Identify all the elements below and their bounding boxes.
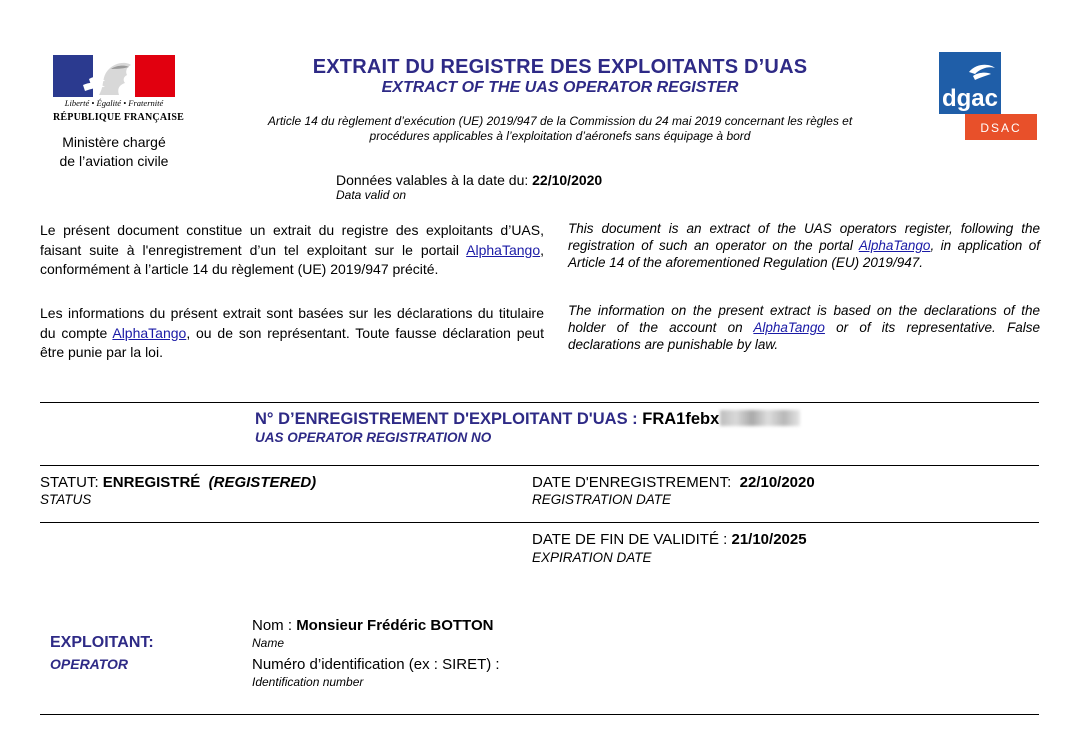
paragraph-2-fr	[40, 304, 544, 363]
registration-date-line	[532, 474, 815, 491]
alphatango-link[interactable]: AlphaTango	[753, 320, 825, 335]
registration-number-value: FRA1febx	[642, 410, 720, 428]
validity-line	[336, 172, 602, 188]
article-reference	[220, 114, 900, 144]
operator-name-label: Nom :	[252, 617, 293, 634]
ministry-line-2: de l’aviation civile	[59, 153, 169, 169]
validity-label: Données valables à la date du:	[336, 172, 529, 188]
article-line-2: procédures applicables à l’exploitation d’aéronefs sans équipage à bord	[369, 129, 751, 143]
ministry-line-1: Ministère chargé	[62, 134, 166, 150]
paragraph-text: , ou de son représentant. Toute fausse déclaration peut être punie par la loi.	[40, 324, 544, 360]
registration-date-label-en: REGISTRATION DATE	[532, 492, 672, 507]
document-title-fr: EXTRAIT DU REGISTRE DES EXPLOITANTS D’UAS	[312, 56, 808, 78]
registration-number-line	[255, 410, 800, 429]
divider	[40, 714, 1039, 715]
divider	[40, 465, 1039, 466]
dsac-logo-text: DSAC	[980, 121, 1022, 135]
status-label-en: STATUS	[40, 492, 92, 507]
status-line	[40, 474, 316, 491]
status-value: ENREGISTRÉ	[102, 474, 201, 491]
republic-motto: Liberté • Égalité • Fraternité	[64, 98, 164, 108]
article-line-1: Article 14 du règlement d’exécution (UE) 2019/947 de la Commission du 24 mai 2019 concernant les règles et	[267, 114, 853, 128]
expiration-date-line	[532, 531, 807, 548]
operator-name-value: Monsieur Frédéric BOTTON	[296, 617, 494, 634]
operator-name-label-en: Name	[252, 636, 285, 650]
status-value-en: (REGISTERED)	[208, 474, 317, 491]
marianne-logo	[53, 55, 175, 97]
paragraph-text: or of its representative. False declarations are punishable by law.	[568, 320, 1041, 352]
expiration-date-label: DATE DE FIN DE VALIDITÉ :	[532, 531, 728, 548]
operator-name-line	[252, 617, 493, 634]
paragraph-1-en	[568, 220, 1040, 271]
status-label: STATUT:	[40, 474, 99, 491]
operator-id-label-en: Identification number	[252, 675, 364, 689]
registration-date-value: 22/10/2020	[739, 474, 815, 491]
paragraph-text: The information on the present extract is based on the declarations of the holder of the account on	[568, 303, 1040, 335]
divider	[40, 522, 1039, 523]
paragraph-text: , in application of Article 14 of the aforementioned Regulation (EU) 2019/947.	[568, 238, 1040, 270]
validity-label-en: Data valid on	[336, 188, 407, 202]
operator-id-label: Numéro d’identification (ex : SIRET) :	[252, 656, 500, 673]
divider	[40, 402, 1039, 403]
operator-section-title: EXPLOITANT:	[50, 634, 154, 651]
dgac-logo-text: dgac	[941, 85, 999, 112]
alphatango-link[interactable]: AlphaTango	[112, 324, 187, 341]
operator-section-title-en: OPERATOR	[50, 656, 129, 672]
document-title-en: EXTRACT OF THE UAS OPERATOR REGISTER	[381, 79, 739, 96]
registration-number-label-en: UAS OPERATOR REGISTRATION NO	[255, 430, 492, 445]
paragraph-2-en	[568, 302, 1040, 353]
republic-name: RÉPUBLIQUE FRANÇAISE	[53, 112, 184, 123]
alphatango-link[interactable]: AlphaTango	[466, 241, 541, 258]
alphatango-link[interactable]: AlphaTango	[858, 238, 931, 253]
paragraph-1-fr	[40, 221, 544, 280]
paragraph-text: , conformément à l’article 14 du règlement (UE) 2019/947 précité.	[40, 241, 544, 277]
redacted-blur	[720, 410, 800, 426]
expiration-date-value: 21/10/2025	[731, 531, 807, 548]
registration-number-label: N° D’ENREGISTREMENT D'EXPLOITANT D'UAS :	[255, 410, 638, 428]
registration-date-label: DATE D'ENREGISTREMENT:	[532, 474, 732, 491]
validity-date: 22/10/2020	[532, 172, 603, 188]
ministry-name	[40, 133, 188, 171]
paragraph-text: Les informations du présent extrait sont basées sur les déclarations du titulaire du compte	[40, 305, 544, 341]
expiration-date-label-en: EXPIRATION DATE	[532, 550, 652, 565]
dgac-logo	[939, 52, 1037, 140]
paragraph-text: This document is an extract of the UAS operators register, following the registration of such an operator on the portal	[568, 221, 1040, 253]
paragraph-text: Le présent document constitue un extrait du registre des exploitants d’UAS, faisant suite à l'enregistrement d’un tel exploitant sur le portail	[40, 222, 544, 258]
